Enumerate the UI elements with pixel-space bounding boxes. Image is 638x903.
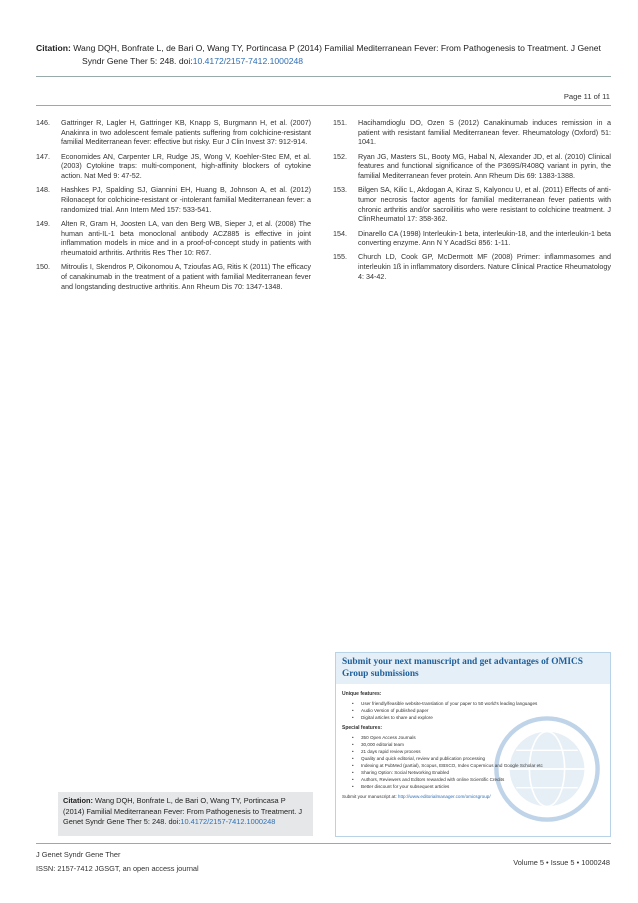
references-left-column xyxy=(36,118,311,296)
reference-number: 150. xyxy=(36,262,50,272)
reference-text: Hacihamdioglu DO, Ozen S (2012) Canakinumab induces remission in a patient with resistant familial Mediterranean fever. Rheumatology (Oxford) 51: 1041. xyxy=(358,118,611,147)
header-divider xyxy=(36,76,611,77)
reference-text: Dinarello CA (1998) Interleukin-1 beta, interleukin-18, and the interleukin-1 beta converting enzyme. Ann N Y AcadSci 856: 1-11. xyxy=(358,228,611,248)
reference-text: Economides AN, Carpenter LR, Rudge JS, Wong V, Koehler-Stec EM, et al. (2003) Cytokine traps: multi-component, high-affinity blockers of cytokine action. Nat Med 9: 47-52. xyxy=(61,151,311,181)
footer-journal: J Genet Syndr Gene Ther xyxy=(36,850,121,859)
feature-item: • Quality and quick editorial, review and publication processing xyxy=(352,755,604,762)
citation-text: Wang DQH, Bonfrate L, de Bari O, Wang TY, Portincasa P (2014) Familial Mediterranean Fever: From Pathogenesis to Treatment. J Genet xyxy=(73,43,601,53)
citation-doi-link[interactable]: 10.4172/2157-7412.1000248 xyxy=(192,56,304,66)
reference-number: 148. xyxy=(36,185,50,195)
reference-number: 154. xyxy=(333,228,347,238)
reference-text: Alten R, Gram H, Joosten LA, van den Berg WB, Sieper J, et al. (2008) The human anti-IL-1 beta monoclonal antibody ACZ885 is effective in joint inflammation models in mice and in a proof-of-concept study in patients with rheumatoid arthritis. Arthritis Res Ther 10: R67. xyxy=(61,218,311,257)
feature-item: • Sharing Option: Social Networking Enabled xyxy=(352,769,604,776)
reference-number: 155. xyxy=(333,252,347,262)
citation-box-text: Wang DQH, Bonfrate L, de Bari O, Wang TY, Portincasa P (2014) Familial Mediterranean Fever: From Pathogenesis to Treatment. J Genet Syndr Gene Ther 5: 248. doi: xyxy=(63,796,303,827)
reference-number: 146. xyxy=(36,118,50,127)
unique-features-list xyxy=(342,700,604,721)
feature-item: • 30,000 editorial team xyxy=(352,741,604,748)
reference-number: 152. xyxy=(333,151,347,161)
reference-item xyxy=(36,219,311,258)
reference-text: Gattringer R, Lagler H, Gattringer KB, Knapp S, Burgmann H, et al. (2007) Anakinra in two adolescent female patients suffering from colchicine-resistant familial Mediterranean fever: effective but risky. Eur J Clin Invest 37: 912-914. xyxy=(61,118,311,147)
page-number: Page 11 of 11 xyxy=(563,92,610,101)
references-right-column xyxy=(333,118,611,286)
feature-item: • Better discount for your subsequent articles xyxy=(352,783,604,790)
unique-features-heading: Unique features: xyxy=(342,691,382,697)
reference-item xyxy=(333,152,611,181)
reference-item xyxy=(333,185,611,224)
reference-number: 151. xyxy=(333,118,347,127)
feature-item: • Digital articles to share and explore xyxy=(352,714,604,721)
reference-text: Bilgen SA, Kilic L, Akdogan A, Kiraz S, Kalyoncu U, et al. (2011) Effects of anti-tumor necrosis factor agents for familial mediterranean fever patients with chronic arthritis and/or sacroiliitis who were resistant to colchicine treatment. J ClinRheumatol 17: 358-362. xyxy=(358,185,611,224)
submit-label: Submit your manuscript at: xyxy=(342,794,398,799)
reference-item xyxy=(36,185,311,214)
footer-left xyxy=(36,848,199,876)
footer-volume: Volume 5 • Issue 5 • 1000248 xyxy=(513,858,610,867)
feature-item: • Authors, Reviewers and Editors rewarded with online Scientific Credits xyxy=(352,776,604,783)
reference-text: Church LD, Cook GP, McDermott MF (2008) Primer: inflammasomes and interleukin 1ß in inflammatory disorders. Nature Clinical Practice Rheumatology 4: 34-42. xyxy=(358,252,611,281)
reference-number: 149. xyxy=(36,218,50,228)
reference-number: 147. xyxy=(36,151,50,161)
special-features-heading: Special features: xyxy=(342,725,383,731)
special-features-list xyxy=(342,734,604,790)
citation-label: Citation: xyxy=(36,43,71,53)
reference-item xyxy=(333,118,611,147)
reference-text: Hashkes PJ, Spalding SJ, Giannini EH, Huang B, Johnson A, et al. (2012) Rilonacept for colchicine-resistant or -intolerant familial Mediterranean fever: a randomized trial. Ann Intern Med 157: 533-541. xyxy=(61,185,311,214)
reference-text: Ryan JG, Masters SL, Booty MG, Habal N, Alexander JD, et al. (2010) Clinical features and functional significance of the P369S/R408Q variant in pyrin, the familial Mediterranean fever protein. Ann Rheum Dis 69: 1383-1388. xyxy=(358,151,611,181)
citation-box xyxy=(58,792,313,836)
footer-divider xyxy=(36,843,611,844)
reference-number: 153. xyxy=(333,185,347,195)
feature-item: • User friendly/feasible website-translation of your paper to 50 world's leading languages xyxy=(352,700,604,707)
feature-item: • 350 Open Access Journals xyxy=(352,734,604,741)
page-divider xyxy=(36,105,611,106)
citation-box-doi-link[interactable]: 10.4172/2157-7412.1000248 xyxy=(180,817,276,827)
reference-item xyxy=(36,262,311,291)
submission-advert xyxy=(335,652,611,837)
reference-item xyxy=(333,229,611,248)
reference-item xyxy=(36,118,311,147)
feature-item: • Indexing at PubMed (partial), Scopus, EBSCO, Index Copernicus and Google Scholar etc xyxy=(352,762,604,769)
header-citation xyxy=(36,42,611,68)
feature-item: • 21 days rapid review process xyxy=(352,748,604,755)
reference-item xyxy=(36,152,311,181)
submission-title: Submit your next manuscript and get advantages of OMICS Group submissions xyxy=(336,653,610,684)
submit-url-link[interactable]: http://www.editorialmanager.com/omicsgroup/ xyxy=(397,794,491,799)
reference-text: Mitroulis I, Skendros P, Oikonomou A, Tzioufas AG, Ritis K (2011) The efficacy of canakinumab in the treatment of a patient with familial Mediterranean fever and longstanding destructive arthritis. Ann Rheum Dis 70: 1347-1348. xyxy=(61,262,311,291)
feature-item: • Audio Version of published paper xyxy=(352,707,604,714)
footer-issn: ISSN: 2157-7412 JGSGT, an open access journal xyxy=(36,864,199,873)
reference-item xyxy=(333,252,611,281)
citation-box-label: Citation: xyxy=(63,796,93,805)
citation-text-2: Syndr Gene Ther 5: 248. doi: xyxy=(82,56,193,66)
